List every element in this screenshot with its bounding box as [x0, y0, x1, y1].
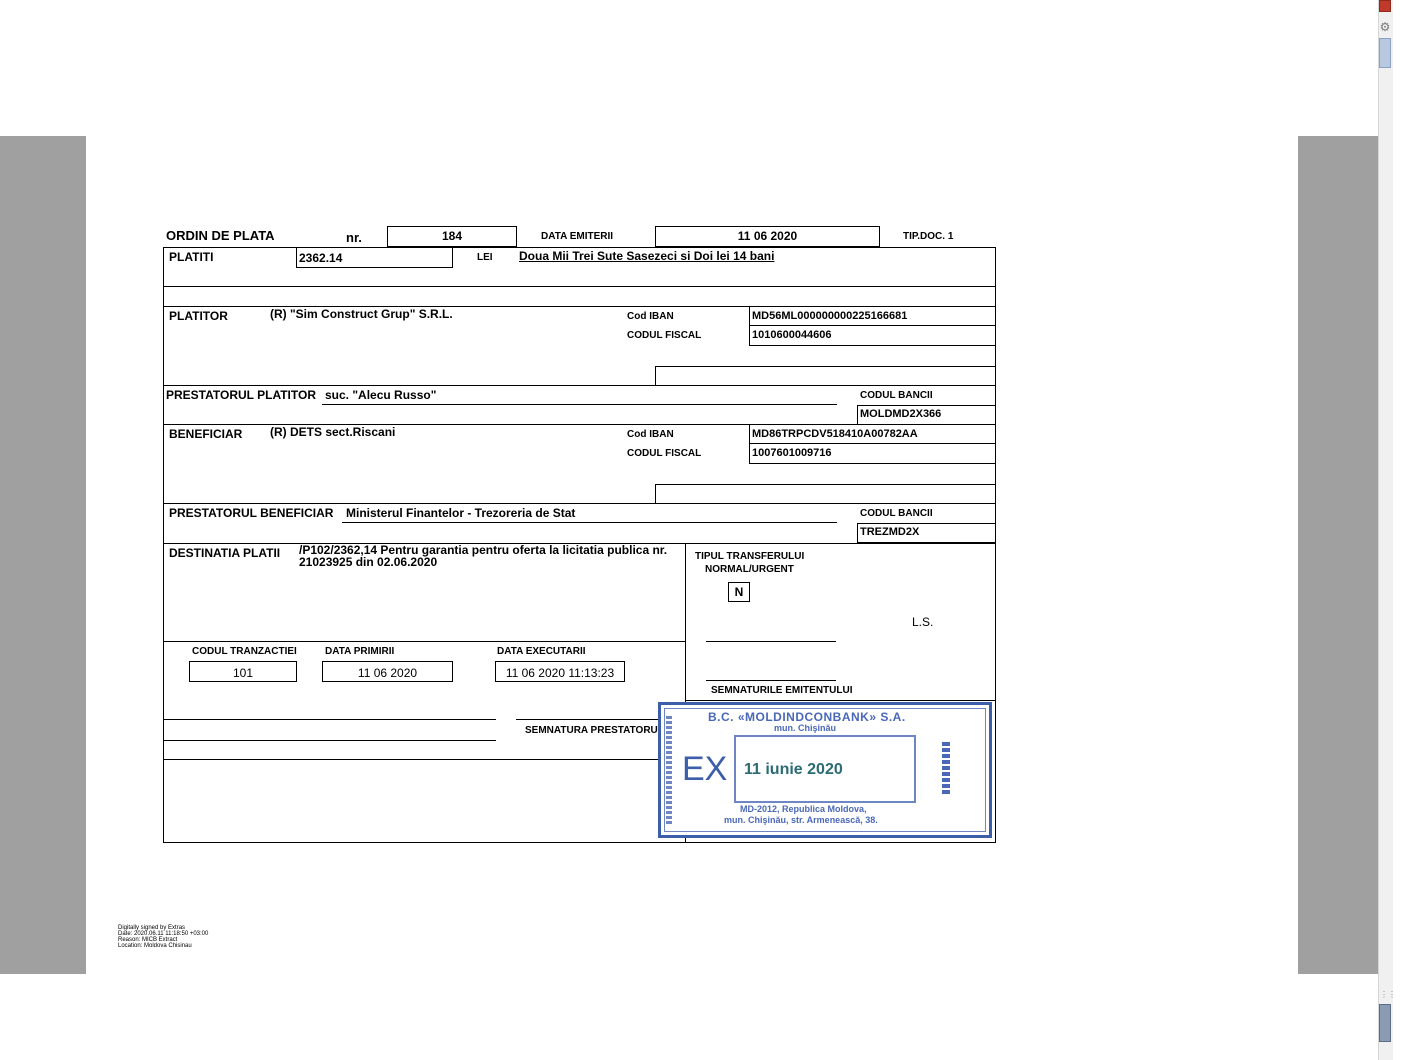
divider [163, 503, 996, 504]
lei-label: LEI [477, 252, 493, 263]
beneficiar-extra-box [655, 484, 996, 504]
divider [163, 641, 685, 642]
divider [163, 385, 996, 386]
data-emiterii-value: 11 06 2020 [737, 229, 798, 243]
stamp-city: mun. Chişinău [774, 723, 837, 733]
beneficiar-value: (R) DETS sect.Riscani [270, 425, 396, 439]
digital-signature-line2: Date: 2020.06.11 11:18:50 +03:00 [118, 931, 209, 937]
beneficiar-iban-label: Cod IBAN [627, 429, 674, 440]
normal-urgent-label: NORMAL/URGENT [705, 564, 794, 575]
resize-grip-icon[interactable]: ⋮⋮ [1380, 990, 1396, 999]
destinatia-line1: /P102/2362,14 Pentru garantia pentru oferta la licitatia publica nr. [299, 543, 668, 557]
platiti-label: PLATITI [169, 250, 214, 264]
platitor-value: (R) "Sim Construct Grup" S.R.L. [270, 307, 453, 321]
tip-doc-label: TIP.DOC. 1 [903, 231, 954, 242]
beneficiar-fiscal-value: 1007601009716 [752, 447, 832, 459]
stamp-side-text-right [938, 740, 954, 796]
beneficiar-codul-bancii-label: CODUL BANCII [860, 508, 933, 519]
close-icon[interactable] [1379, 0, 1391, 12]
signature-line-3 [163, 719, 496, 720]
digital-signature-line4: Location: Moldova Chisinau [118, 943, 192, 949]
viewer-background-right [1298, 136, 1378, 974]
viewer-background-left [0, 136, 86, 974]
beneficiar-iban-value: MD86TRPCDV518410A00782AA [752, 428, 918, 440]
digital-signature-line3: Reason: MICB Extract [118, 937, 178, 943]
digital-signature-line1: Digitally signed by Extras [118, 925, 186, 931]
data-executarii-value: 11 06 2020 11:13:23 [505, 666, 615, 680]
platitor-banca-value: MOLDMD2X366 [860, 408, 942, 420]
data-emiterii-label: DATA EMITERII [541, 231, 614, 242]
beneficiar-fiscal-label: CODUL FISCAL [627, 448, 702, 459]
platitor-label: PLATITOR [169, 309, 228, 323]
codul-tranzactiei-label: CODUL TRANZACTIEI [192, 646, 297, 657]
platitor-iban-label: Cod IBAN [627, 311, 674, 322]
suma-in-litere: Doua Mii Trei Sute Sasezeci si Doi lei 14 bani [519, 249, 775, 263]
prestatorul-platitor-value: suc. "Alecu Russo" [325, 388, 437, 402]
stamp-bank-name: B.C. «MOLDINDCONBANK» S.A. [708, 710, 906, 724]
destinatia-line2: 21023925 din 02.06.2020 [299, 555, 438, 569]
scrollbar-thumb[interactable] [1379, 1004, 1391, 1042]
underline [322, 404, 837, 405]
underline [342, 522, 837, 523]
stamp-address-line2: mun. Chişinău, str. Armenească, 38. [724, 815, 878, 825]
platiti-value: 2362.14 [299, 251, 343, 265]
nr-label: nr. [346, 230, 362, 245]
destinatia-label: DESTINATIA PLATII [169, 546, 281, 560]
codul-tranzactiei-value: 101 [232, 666, 254, 680]
data-executarii-label: DATA EXECUTARII [497, 646, 586, 657]
tipul-transferului-value: N [734, 585, 744, 599]
platitor-extra-box [655, 366, 996, 386]
data-primirii-label: DATA PRIMIRII [325, 646, 395, 657]
platitor-codul-bancii-label: CODUL BANCII [860, 390, 933, 401]
stamp-address-line1: MD-2012, Republica Moldova, [740, 804, 867, 814]
document-title: ORDIN DE PLATA [166, 228, 275, 243]
stamp-side-text-left [662, 712, 676, 830]
divider [685, 700, 996, 701]
stamp-ex-mark: EX [682, 750, 728, 788]
prestatorul-beneficiar-value: Ministerul Finantelor - Trezoreria de Stat [346, 506, 576, 520]
platitor-iban-value: MD56ML000000000225166681 [752, 310, 908, 322]
gear-icon[interactable]: ⚙ [1379, 20, 1391, 34]
platitor-fiscal-value: 1010600044606 [752, 329, 832, 341]
prestatorul-platitor-label: PRESTATORUL PLATITOR [166, 388, 317, 402]
ls-label: L.S. [912, 615, 934, 629]
semnatura-prestatorului-label: SEMNATURA PRESTATORU [525, 725, 658, 736]
signature-line-2 [706, 680, 836, 681]
beneficiar-label: BENEFICIAR [169, 427, 243, 441]
vertical-scrollbar[interactable] [1378, 0, 1396, 1060]
tipul-transferului-label: TIPUL TRANSFERULUI [695, 551, 805, 562]
divider [163, 740, 496, 741]
platitor-fiscal-label: CODUL FISCAL [627, 330, 702, 341]
signature-line-1 [706, 641, 836, 642]
stamp-date: 11 iunie 2020 [744, 761, 843, 778]
beneficiar-banca-value: TREZMD2X [860, 526, 920, 538]
divider [163, 286, 996, 287]
data-primirii-value: 11 06 2020 [357, 666, 418, 680]
semnaturile-emitentului-label: SEMNATURILE EMITENTULUI [711, 685, 853, 696]
prestatorul-beneficiar-label: PRESTATORUL BENEFICIAR [169, 506, 334, 520]
scrollbar-thumb-top[interactable] [1379, 38, 1391, 68]
nr-value: 184 [441, 229, 463, 243]
divider [163, 759, 685, 760]
